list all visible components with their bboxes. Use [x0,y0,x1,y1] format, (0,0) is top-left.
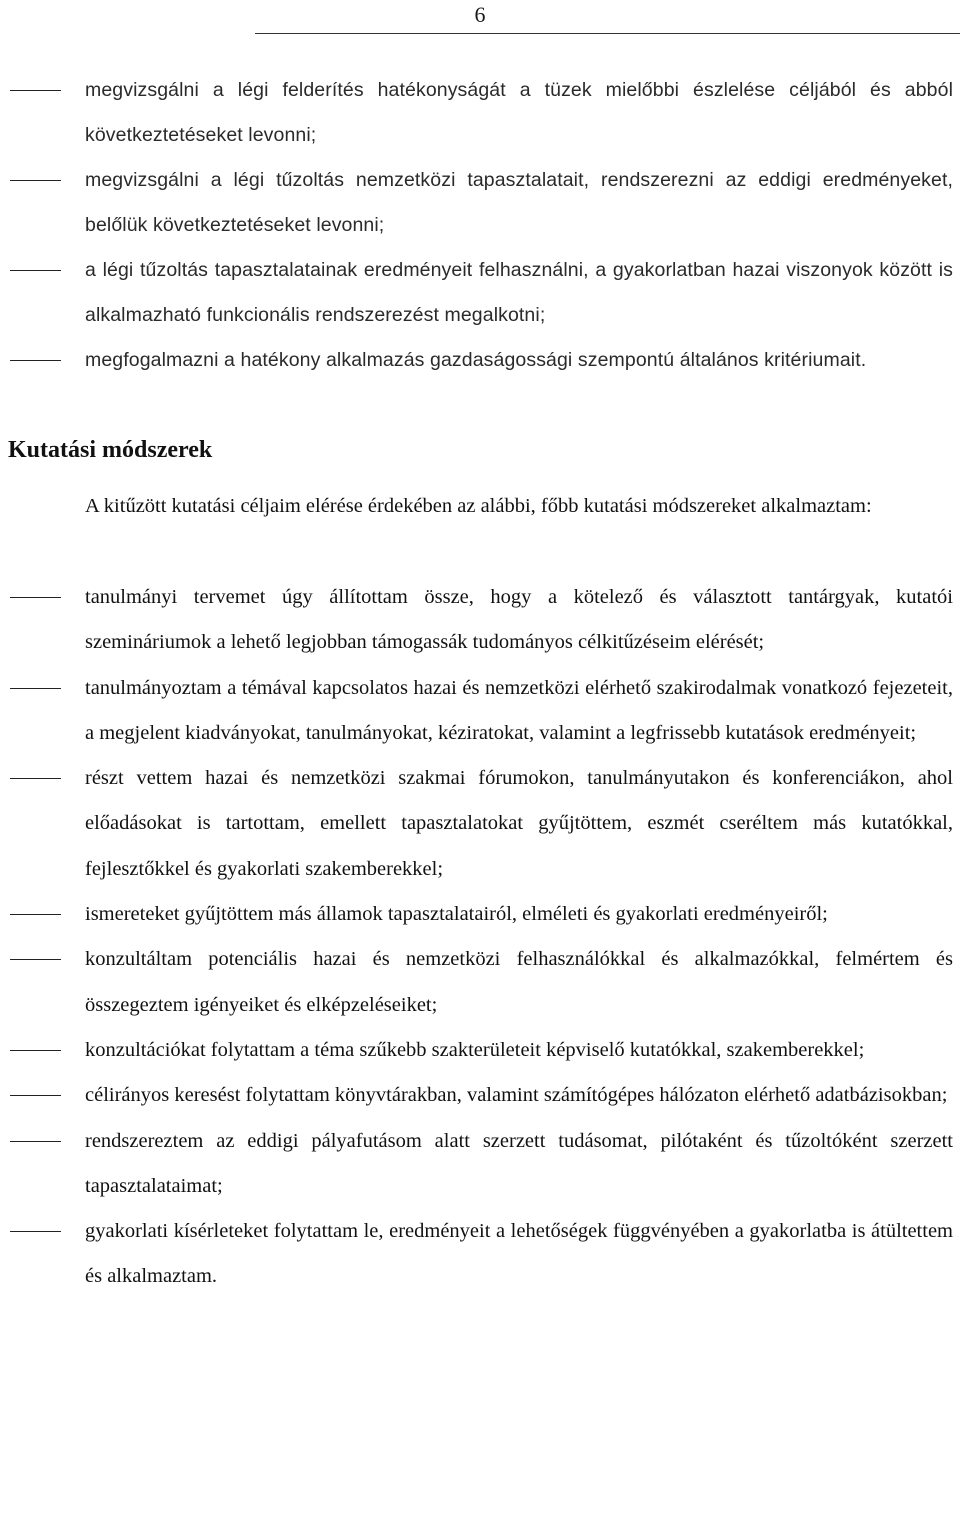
list-item-text: tanulmányi tervemet úgy állítottam össze, hogy a kötelező és választott tantárgyak, kutatói szemináriumok a lehető legjobban támogassák tudományos célkitűzéseim elérését; [85,586,953,654]
list-item-text: konzultáltam potenciális hazai és nemzetközi felhasználókkal és alkalmazókkal, felmértem és összegeztem igényeiket és elképzeléseiket; [85,948,953,1016]
list-item-text: részt vettem hazai és nemzetközi szakmai fórumokon, tanulmányutakon és konferenciákon, ahol előadásokat is tartottam, emellett tapasztalatokat gyűjtöttem, eszmét cseréltem más kutatókkal, fejlesztőkkel és gyakorlati szakemberekkel; [85,767,953,880]
dash-bullet [10,959,61,960]
dash-bullet [10,1050,61,1051]
list-item [0,158,960,248]
dash-bullet [10,914,61,915]
list-item [0,338,960,383]
list-item-text: gyakorlati kísérleteket folytattam le, eredményeit a lehetőségek függvényében a gyakorlatba is átültettem és alkalmaztam. [85,1220,953,1288]
list-item-text: a légi tűzoltás tapasztalatainak eredményeit felhasználni, a gyakorlatban hazai viszonyok között is alkalmazható funkcionális rendszerezést megalkotni; [85,259,953,326]
list-item [0,1209,960,1300]
dash-bullet [10,360,61,361]
section-intro: A kitűzött kutatási céljaim elérése érdekében az alábbi, főbb kutatási módszereket alkalmaztam: [85,495,872,517]
dash-bullet [10,270,61,271]
list-item [0,937,960,1028]
list-item [0,575,960,666]
list-item-text: megvizsgálni a légi tűzoltás nemzetközi tapasztalatait, rendszerezni az eddigi eredményeket, belőlük következtetéseket levonni; [85,169,953,236]
dash-bullet [10,688,61,689]
list-item [0,892,960,937]
list-item-text: konzultációkat folytattam a téma szűkebb szakterületeit képviselő kutatókkal, szakemberekkel; [85,1038,865,1061]
list-item-text: megvizsgálni a légi felderítés hatékonyságát a tüzek mielőbbi észlelése céljából és abból következtetéseket levonni; [85,79,953,146]
methods-list [0,575,960,1300]
list-item [0,1073,960,1118]
list-item-text: ismereteket gyűjtöttem más államok tapasztalatairól, elméleti és gyakorlati eredményeiről; [85,903,828,926]
dash-bullet [10,180,61,181]
section-heading: Kutatási módszerek [8,437,213,463]
list-item [0,1028,960,1073]
list-item-text: célirányos keresést folytattam könyvtárakban, valamint számítógépes hálózaton elérhető adatbázisokban; [85,1084,948,1107]
dash-bullet [10,1095,61,1096]
list-item-text: megfogalmazni a hatékony alkalmazás gazdaságossági szempontú általános kritériumait. [85,349,867,371]
list-item-text: rendszereztem az eddigi pályafutásom alatt szerzett tudásomat, pilótaként és tűzoltóként szerzett tapasztalataimat; [85,1129,953,1197]
list-item [0,756,960,892]
list-item [0,1119,960,1210]
list-item [0,248,960,338]
dash-bullet [10,1141,61,1142]
dash-bullet [10,778,61,779]
dash-bullet [10,1231,61,1232]
header-rule [255,33,960,34]
list-item [0,666,960,757]
dash-bullet [10,597,61,598]
list-item [0,68,960,158]
page-number: 6 [474,2,486,27]
objectives-list [0,68,960,383]
dash-bullet [10,90,61,91]
list-item-text: tanulmányoztam a témával kapcsolatos hazai és nemzetközi elérhető szakirodalmak vonatkozó fejezeteit, a megjelent kiadványokat, tanulmányokat, kéziratokat, valamint a legfrissebb kutatások eredményeit; [85,676,953,744]
